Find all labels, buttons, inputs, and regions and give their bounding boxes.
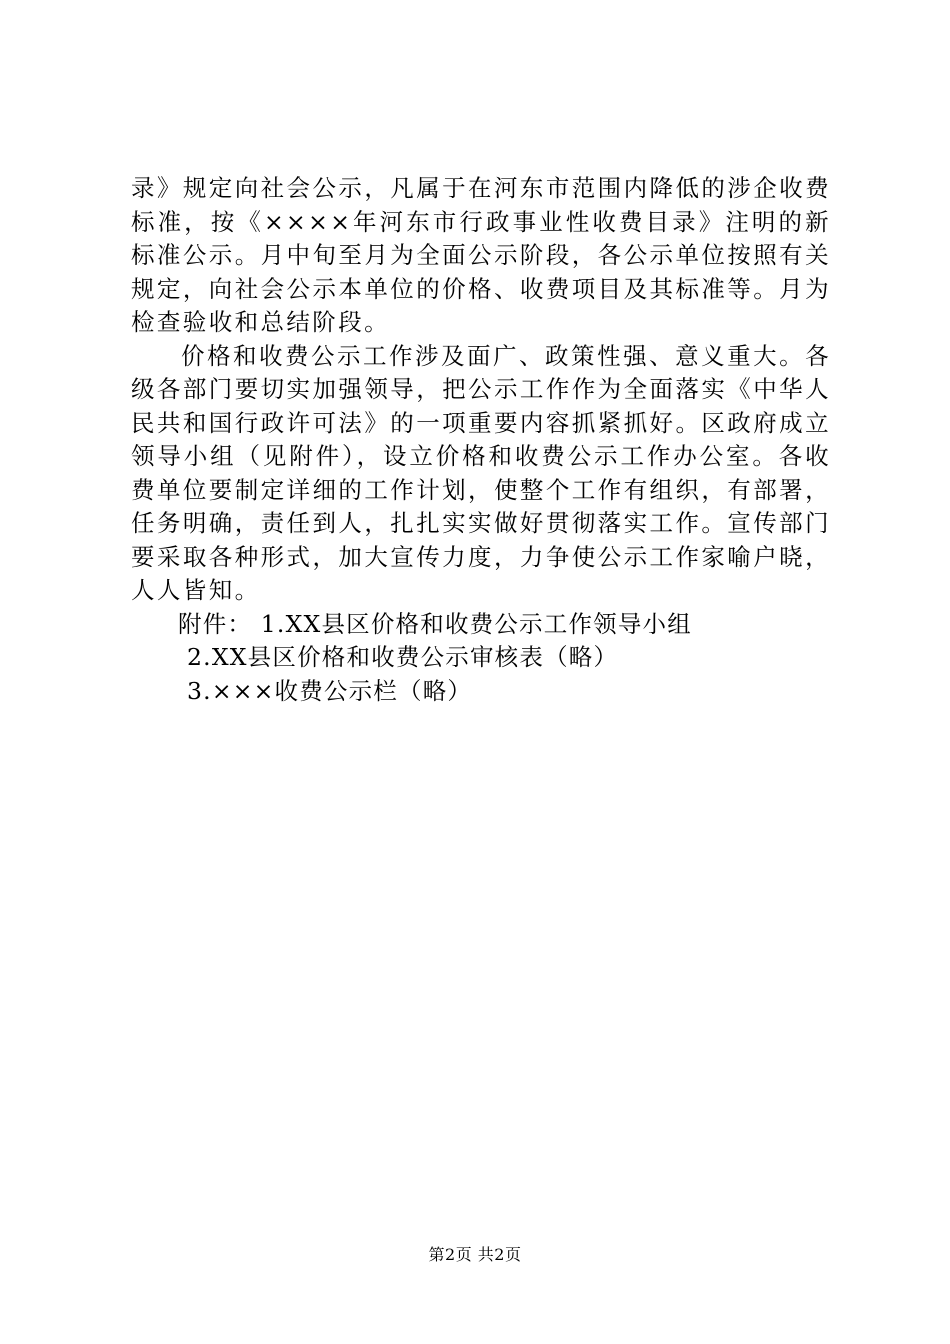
page-footer: 第2页 共2页 <box>428 1245 522 1264</box>
paragraph-requirements: 价格和收费公示工作涉及面广、政策性强、意义重大。各级各部门要切实加强领导，把公示工作作为全面落实《中华人民共和国行政许可法》的一项重要内容抓紧抓好。区政府成立领导小组（见附件），设立价格和收费公示工作办公室。各收费单位要制定详细的工作计划，使整个工作有组织，有部署，任务明确，责任到人，扎扎实实做好贯彻落实工作。宣传部门要采取各种形式，加大宣传力度，力争使公示工作家喻户晓，人人皆知。 <box>131 341 831 604</box>
paragraph-continuation: 录》规定向社会公示，凡属于在河东市范围内降低的涉企收费标准，按《××××年河东市行政事业性收费目录》注明的新标准公示。月中旬至月为全面公示阶段，各公示单位按照有关规定，向社会公示本单位的价格、收费项目及其标准等。月为检查验收和总结阶段。 <box>131 174 831 336</box>
document-body <box>131 172 831 708</box>
attachment-item-2: 2.XX县区价格和收费公示审核表（略） <box>187 643 619 671</box>
attachment-item-3: 3.×××收费公示栏（略） <box>187 676 473 705</box>
attachment-item-1: 附件： 1.XX县区价格和收费公示工作领导小组 <box>178 609 692 638</box>
